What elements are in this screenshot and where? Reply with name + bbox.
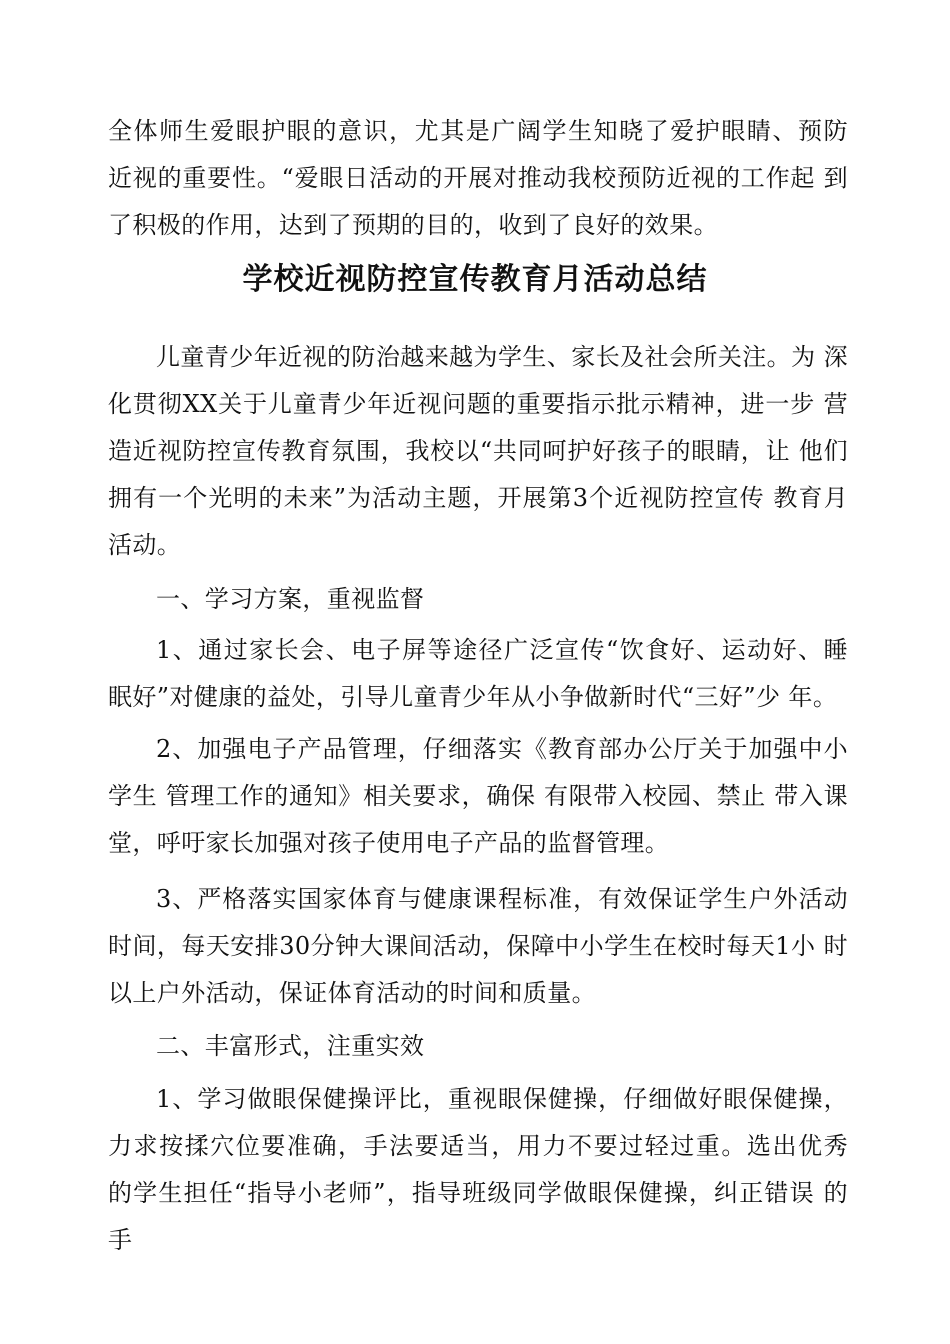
intro-paragraph: 全体师生爱眼护眼的意识，尤其是广阔学生知晓了爱护眼睛、预防 近视的重要性。“爱眼日活动的开展对推动我校预防近视的工作起 到了积极的作用，达到了预期的目的，收到了良好的效果。 (108, 117, 848, 239)
section1-item2: 2、加强电子产品管理，仔细落实《教育部办公厅关于加强中小 学生 管理工作的通知》相关要求，确保 有限带入校园、禁止 带入课堂，呼吁家长加强对孩子使用电子产品的监督管理。 (108, 735, 848, 857)
section1-heading: 一、学习方案，重视监督 (156, 585, 425, 613)
section1-item1: 1、通过家长会、电子屏等途径广泛宣传“饮食好、运动好、睡 眠好”对健康的益处，引导儿童青少年从小争做新时代“三好”少 年。 (108, 636, 848, 711)
section1-item3: 3、严格落实国家体育与健康课程标准，有效保证学生户外活动 时间，每天安排30分钟大课间活动，保障中小学生在校时每天1小 时以上户外活动，保证体育活动的时间和质量。 (108, 885, 848, 1007)
section2-item1: 1、学习做眼保健操评比，重视眼保健操，仔细做好眼保健操， 力求按揉穴位要准确，手法要适当，用力不要过轻过重。选出优秀 的学生担任“指导小老师”，指导班级同学做眼保健操，纠正错误 的手 (108, 1085, 848, 1254)
document-title: 学校近视防控宣传教育月活动总结 (242, 262, 708, 297)
opening-paragraph: 儿童青少年近视的防治越来越为学生、家长及社会所关注。为 深化贯彻XX关于儿童青少年近视问题的重要指示批示精神，进一步 营造近视防控宣传教育氛围，我校以“共同呵护好孩子的眼睛，让 他们拥有一个光明的未来”为活动主题，开展第3个近视防控宣传 教育月活动。 (108, 343, 848, 559)
section2-heading: 二、丰富形式，注重实效 (156, 1032, 425, 1060)
